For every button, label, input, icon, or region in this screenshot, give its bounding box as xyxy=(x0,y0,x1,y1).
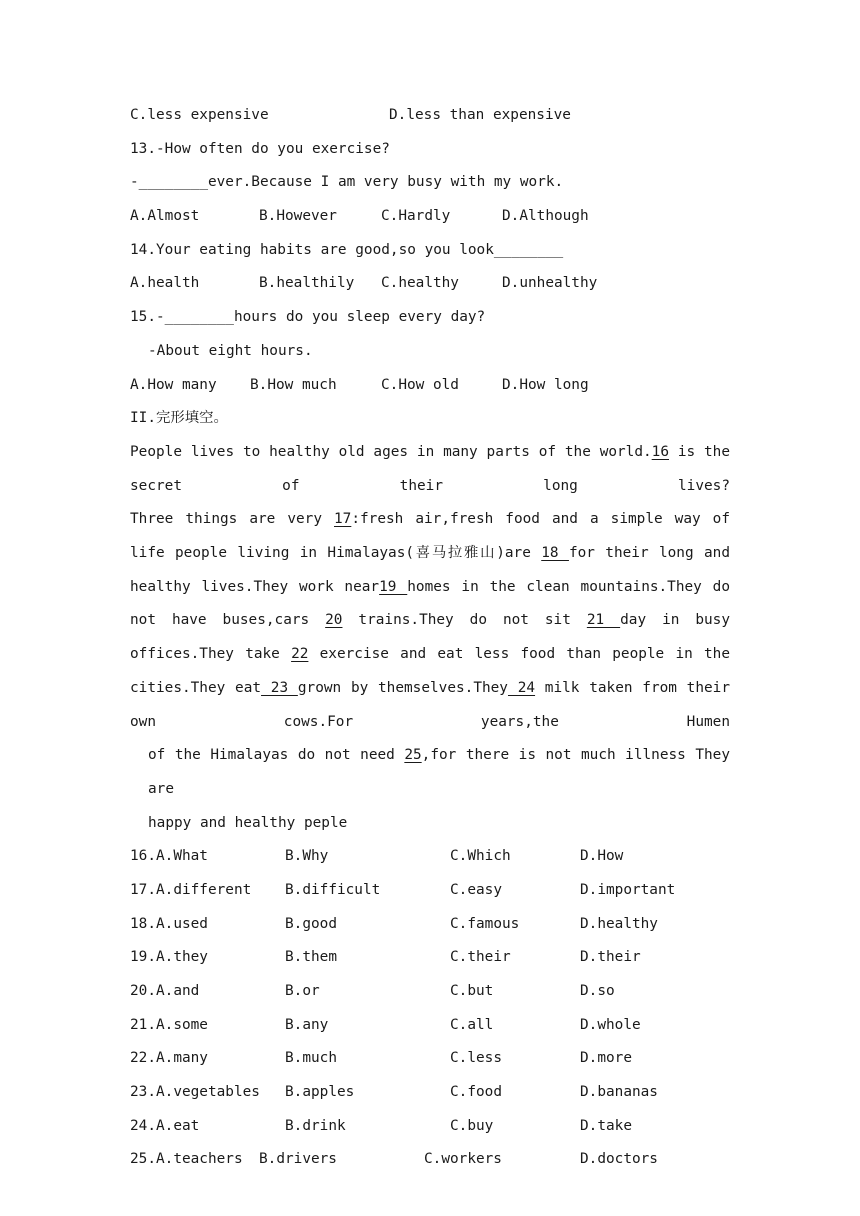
q15-option-d: D.How long xyxy=(502,376,589,393)
choice-24-b: B.drink xyxy=(285,1117,346,1134)
q13-answer-text: ever.Because I am very busy with my work. xyxy=(207,174,564,191)
choice-23-c: C.food xyxy=(450,1084,502,1101)
q12-option-d: D.less than expensive xyxy=(389,107,571,123)
choice-row-18 xyxy=(130,908,730,942)
choice-row-23 xyxy=(130,1076,730,1110)
q14-option-a: A.health xyxy=(130,275,200,292)
choice-24-c: C.buy xyxy=(450,1117,494,1134)
choice-19-c: C.their xyxy=(450,949,511,966)
q13-option-a: A.Almost xyxy=(130,208,200,225)
passage-paragraph-3 xyxy=(130,739,730,806)
choice-17-c: C.easy xyxy=(450,881,502,898)
q15-blank: ________ xyxy=(164,309,234,326)
choice-row-24 xyxy=(130,1110,730,1144)
choice-17-b: B.difficult xyxy=(285,881,381,898)
choice-row-25 xyxy=(130,1143,730,1177)
section-title: II.完形填空。 xyxy=(130,410,228,427)
choice-16-d: D.How xyxy=(580,848,624,865)
blank-24: 24 xyxy=(507,679,536,696)
q12-option-c: C.less expensive xyxy=(130,107,269,123)
q15-options xyxy=(130,369,730,403)
passage-paragraph-4: happy and healthy peple xyxy=(148,814,348,831)
choice-20-d: D.so xyxy=(580,983,615,1000)
choice-19-a: 19.A.they xyxy=(130,949,208,966)
choice-22-b: B.much xyxy=(285,1050,337,1067)
passage-text: :fresh air,fresh food and a simple way of life people living in Himalayas(喜马拉雅山)are xyxy=(130,511,730,561)
q15-number: 15.- xyxy=(130,309,165,326)
q15-text: hours do you sleep every day? xyxy=(233,309,486,326)
q13-blank: ________ xyxy=(138,174,208,191)
q13-stem: 13.-How often do you exercise? xyxy=(130,140,390,157)
passage-text: for their long and healthy lives.They work near xyxy=(130,544,730,595)
blank-16: 16 xyxy=(651,443,669,460)
choice-22-a: 22.A.many xyxy=(130,1050,208,1067)
choice-23-a: 23.A.vegetables xyxy=(130,1084,260,1101)
passage-paragraph-1 xyxy=(130,436,730,503)
choice-19-d: D.their xyxy=(580,949,641,966)
choice-16-b: B.Why xyxy=(285,848,329,865)
choice-20-a: 20.A.and xyxy=(130,983,200,1000)
choice-25-d: D.doctors xyxy=(580,1151,658,1168)
choice-row-17 xyxy=(130,874,730,908)
passage-text: People lives to healthy old ages in many parts of the world. xyxy=(130,443,652,460)
blank-21: 21 xyxy=(586,612,621,629)
choice-20-c: C.but xyxy=(450,983,494,1000)
choice-18-a: 18.A.used xyxy=(130,915,208,932)
q14-blank: ________ xyxy=(493,241,564,258)
passage-text: grown by themselves.They xyxy=(297,679,508,696)
choice-22-d: D.more xyxy=(580,1050,632,1067)
q13-options xyxy=(130,200,730,234)
choice-16-a: 16.A.What xyxy=(130,848,208,865)
choice-25-a: 25.A.teachers xyxy=(130,1151,243,1168)
passage-text: Three things are very xyxy=(130,511,334,528)
choice-25-c: C.workers xyxy=(424,1151,502,1168)
passage-text: of the Himalayas do not need xyxy=(148,747,405,764)
choice-17-a: 17.A.different xyxy=(130,881,252,898)
q13-option-d: D.Although xyxy=(502,208,589,225)
q13-answer xyxy=(130,166,730,200)
choice-21-c: C.all xyxy=(450,1016,494,1033)
choice-21-b: B.any xyxy=(285,1016,329,1033)
q12-options xyxy=(130,99,730,133)
q14-stem xyxy=(130,234,730,268)
blank-20: 20 xyxy=(325,612,343,629)
blank-25: 25 xyxy=(404,747,422,764)
blank-22: 22 xyxy=(291,646,309,663)
blank-18: 18 xyxy=(541,544,569,561)
choice-22-c: C.less xyxy=(450,1050,502,1067)
choice-row-20 xyxy=(130,975,730,1009)
blank-23: 23 xyxy=(261,679,298,696)
choice-23-b: B.apples xyxy=(285,1084,355,1101)
choice-17-d: D.important xyxy=(580,881,676,898)
choice-21-a: 21.A.some xyxy=(130,1016,208,1033)
q13-option-c: C.Hardly xyxy=(381,208,451,225)
choice-24-d: D.take xyxy=(580,1117,632,1134)
choice-row-19 xyxy=(130,941,730,975)
passage-paragraph-2 xyxy=(130,503,730,739)
choice-18-c: C.famous xyxy=(450,915,520,932)
choice-20-b: B.or xyxy=(285,983,320,1000)
q15-option-b: B.How much xyxy=(250,376,337,393)
q15-option-c: C.How old xyxy=(381,376,459,393)
choice-16-c: C.Which xyxy=(450,848,511,865)
choice-21-d: D.whole xyxy=(580,1016,641,1033)
choice-row-21 xyxy=(130,1009,730,1043)
choice-row-22 xyxy=(130,1042,730,1076)
q14-text: 14.Your eating habits are good,so you look xyxy=(130,241,494,258)
choice-18-b: B.good xyxy=(285,915,337,932)
q14-option-d: D.unhealthy xyxy=(502,275,598,292)
passage-text: is the secret of their long lives? xyxy=(130,443,730,494)
choice-row-16 xyxy=(130,840,730,874)
blank-19: 19 xyxy=(379,578,408,595)
q13-option-b: B.However xyxy=(259,208,337,225)
document-page xyxy=(130,99,730,1177)
choice-18-d: D.healthy xyxy=(580,915,658,932)
passage-text: milk taken from their own cows.For years,the Humen xyxy=(130,679,730,730)
choice-25-b: B.drivers xyxy=(259,1151,337,1168)
q15-stem xyxy=(130,301,730,335)
q15-option-a: A.How many xyxy=(130,376,217,393)
q15-answer: -About eight hours. xyxy=(148,342,313,359)
passage-text: exercise and eat less food than people in the cities.They eat xyxy=(130,646,730,696)
q13-dash: - xyxy=(130,174,139,191)
choice-24-a: 24.A.eat xyxy=(130,1117,200,1134)
passage-text: trains.They do not sit xyxy=(342,612,587,629)
blank-17: 17 xyxy=(334,511,352,528)
q14-options xyxy=(130,267,730,301)
passage-text: day in busy offices.They take xyxy=(130,612,730,663)
choice-23-d: D.bananas xyxy=(580,1084,658,1101)
q14-option-c: C.healthy xyxy=(381,275,459,292)
passage-text: homes in the clean mountains.They do not have buses,cars xyxy=(130,578,730,629)
choice-19-b: B.them xyxy=(285,949,337,966)
cloze-choices xyxy=(130,840,730,1177)
q14-option-b: B.healthily xyxy=(259,275,355,292)
passage-text: ,for there is not much illness They are xyxy=(148,747,730,797)
